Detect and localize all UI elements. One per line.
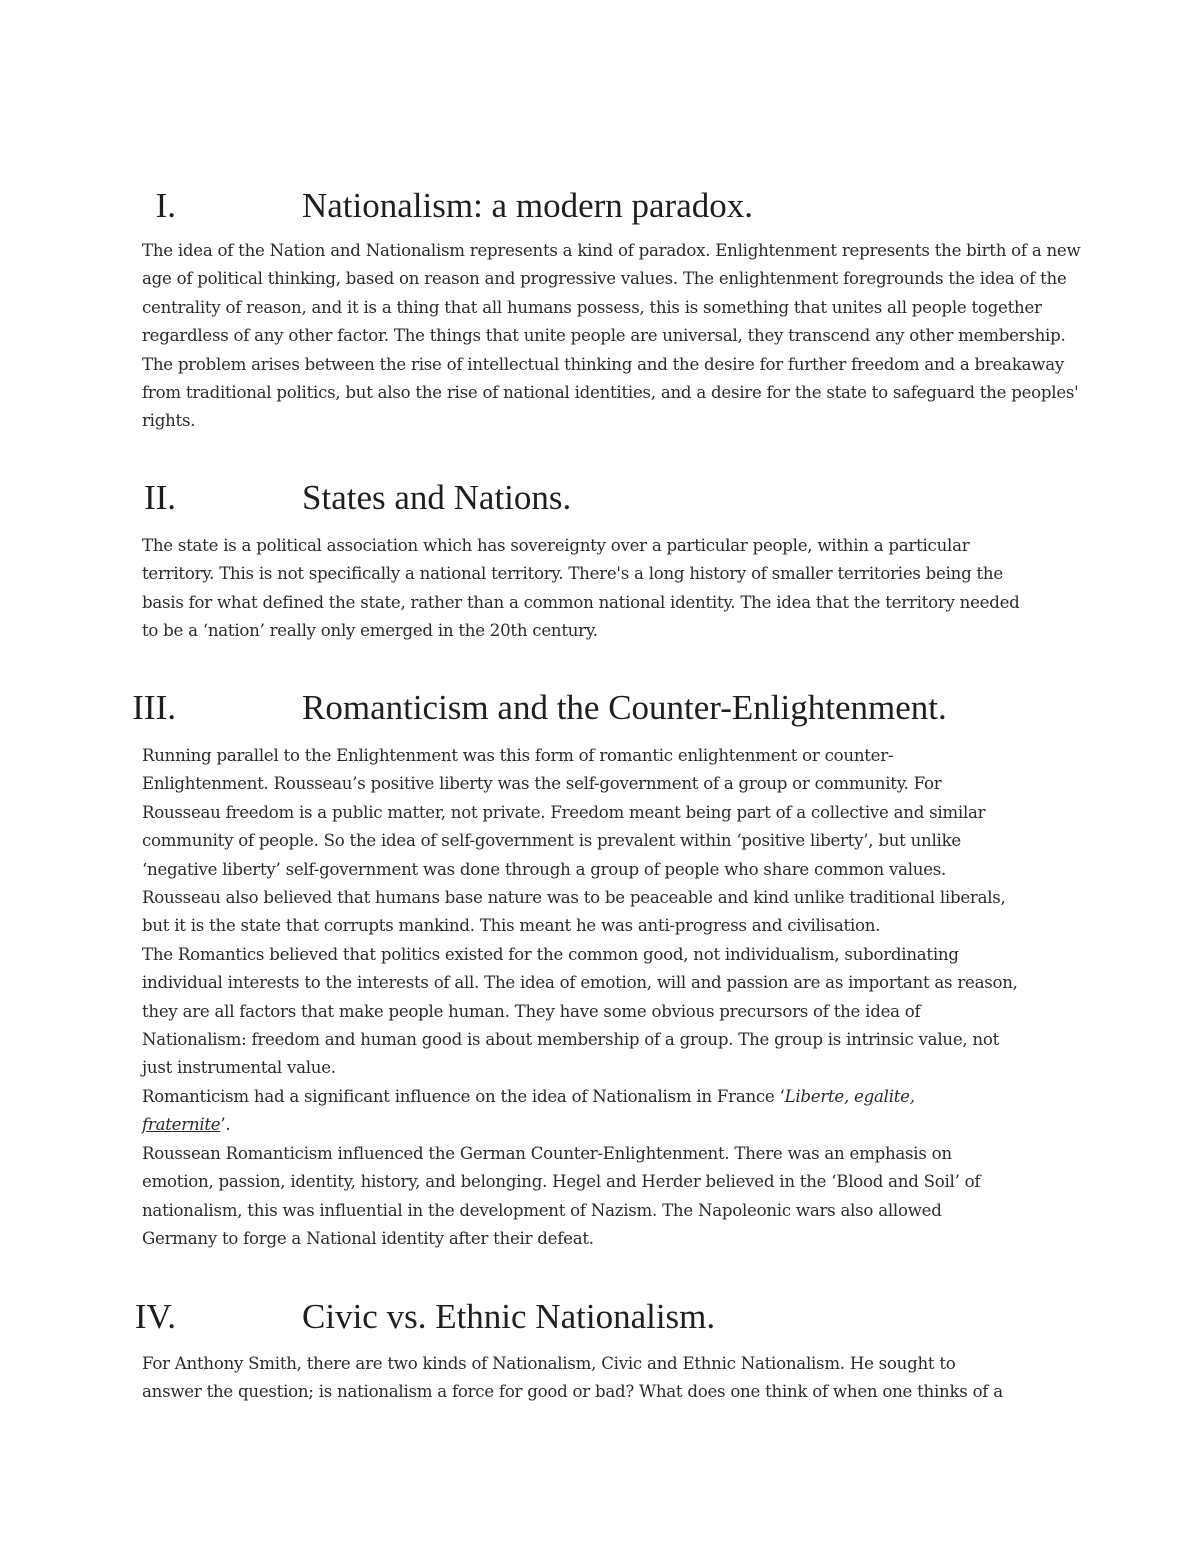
text-line: rights. xyxy=(142,411,196,431)
text-line: Enlightenment. Rousseau’s positive liberty was the self-government of a group or community. For xyxy=(142,774,942,794)
text-line: but it is the state that corrupts mankind. This meant he was anti-progress and civilisation. xyxy=(142,916,881,936)
text-line: just instrumental value. xyxy=(142,1058,336,1078)
section-3-paragraph xyxy=(142,742,1018,1253)
section-numeral: I. xyxy=(155,186,176,225)
text-line: nationalism, this was influential in the development of Nazism. The Napoleonic wars also allowed xyxy=(142,1200,942,1220)
text-line: individual interests to the interests of all. The idea of emotion, will and passion are as important as reason, xyxy=(142,973,1018,993)
section-numeral: II. xyxy=(143,478,176,517)
section-heading-2 xyxy=(90,478,572,518)
section-4-paragraph xyxy=(142,1350,1003,1407)
section-title: Nationalism: a modern paradox. xyxy=(302,186,753,225)
text-line: regardless of any other factor. The things that unite people are universal, they transcend any other membership. xyxy=(142,326,1066,346)
text-line: Rousseau freedom is a public matter, not private. Freedom meant being part of a collective and similar xyxy=(142,802,986,822)
text-line: Nationalism: freedom and human good is about membership of a group. The group is intrinsic value, not xyxy=(142,1030,1000,1050)
text-line: they are all factors that make people human. They have some obvious precursors of the idea of xyxy=(142,1001,921,1021)
text-line: age of political thinking, based on reason and progressive values. The enlightenment foregrounds the idea of the xyxy=(142,269,1067,289)
text-line: to be a ‘nation’ really only emerged in the 20th century. xyxy=(142,621,598,641)
text-line-romanticism xyxy=(142,1083,1018,1111)
text-line: Roussean Romanticism influenced the German Counter-Enlightenment. There was an emphasis on xyxy=(142,1143,952,1163)
text-line: Running parallel to the Enlightenment was this form of romantic enlightenment or counter- xyxy=(142,746,894,765)
fraternite-tail: ’. xyxy=(220,1115,231,1135)
section-title: States and Nations. xyxy=(302,478,572,517)
text-line: The state is a political association which has sovereignty over a particular people, within a particular xyxy=(142,536,970,555)
fraternite-italic: fraternite xyxy=(142,1115,221,1135)
text-line: Germany to forge a National identity after their defeat. xyxy=(142,1228,594,1248)
section-numeral: III. xyxy=(132,688,176,727)
text-line: centrality of reason, and it is a thing that all humans possess, this is something that unites all people together xyxy=(142,297,1042,317)
section-2-paragraph xyxy=(142,532,1020,646)
section-heading-3 xyxy=(90,688,947,728)
section-title: Romanticism and the Counter-Enlightenment. xyxy=(302,688,947,727)
romanticism-lead: Romanticism had a significant influence on the idea of Nationalism in France ‘ xyxy=(142,1086,785,1106)
text-line: The problem arises between the rise of intellectual thinking and the desire for further freedom and a breakaway xyxy=(142,354,1064,374)
text-line: from traditional politics, but also the rise of national identities, and a desire for the state to safeguard the peoples' xyxy=(142,383,1079,403)
text-line: community of people. So the idea of self-government is prevalent within ‘positive liberty’, but unlike xyxy=(142,831,961,851)
text-line-fraternite xyxy=(142,1111,1018,1139)
text-line: For Anthony Smith, there are two kinds of Nationalism, Civic and Ethnic Nationalism. He sought to xyxy=(142,1354,956,1373)
section-heading-1 xyxy=(90,186,753,226)
text-line: The idea of the Nation and Nationalism represents a kind of paradox. Enlightenment represents the birth of a new xyxy=(142,241,1081,260)
section-title: Civic vs. Ethnic Nationalism. xyxy=(302,1297,716,1336)
text-line: answer the question; is nationalism a force for good or bad? What does one think of when one thinks of a xyxy=(142,1382,1003,1402)
text-line: Rousseau also believed that humans base nature was to be peaceable and kind unlike traditional liberals, xyxy=(142,888,1006,908)
section-heading-4 xyxy=(90,1297,716,1337)
section-numeral: IV. xyxy=(134,1297,176,1336)
text-line: ‘negative liberty’ self-government was done through a group of people who share common values. xyxy=(142,859,947,879)
section-1-paragraph xyxy=(142,237,1080,436)
text-line: basis for what defined the state, rather than a common national identity. The idea that the territory needed xyxy=(142,592,1020,612)
text-line: emotion, passion, identity, history, and belonging. Hegel and Herder believed in the ‘Blood and Soil’ of xyxy=(142,1172,981,1192)
text-line: territory. This is not specifically a national territory. There's a long history of smaller territories being the xyxy=(142,564,1003,584)
text-line: The Romantics believed that politics existed for the common good, not individualism, subordinating xyxy=(142,944,959,964)
liberte-egalite-italic: Liberte, egalite, xyxy=(784,1086,915,1106)
